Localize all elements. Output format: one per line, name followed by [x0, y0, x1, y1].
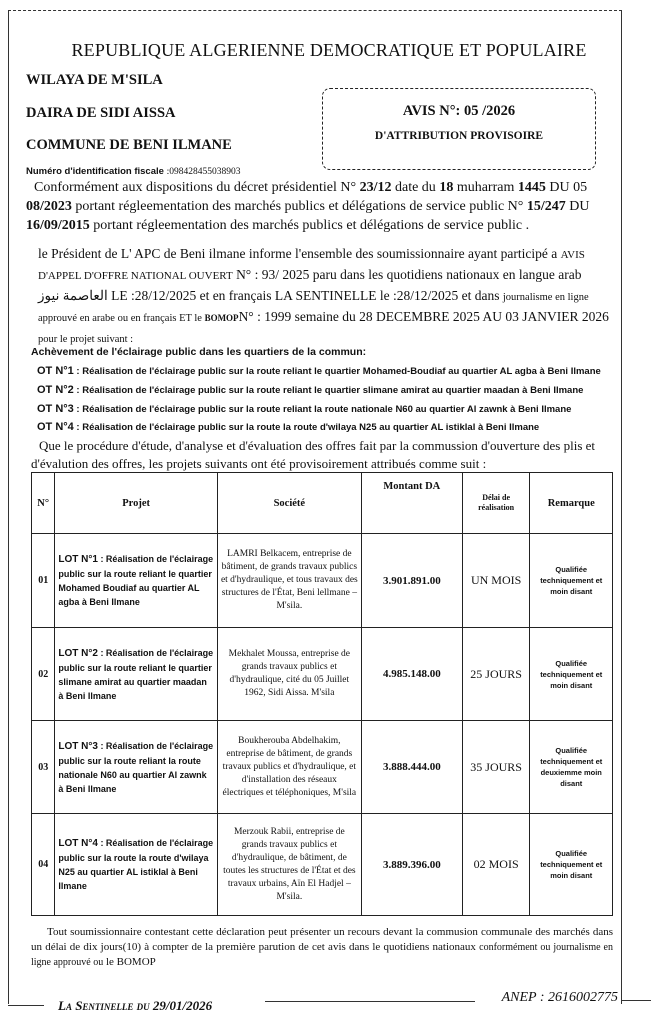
wilaya-label: WILAYA DE M'SILA	[26, 72, 163, 88]
row-societe: Merzouk Rabii, entreprise de grands travaux publics et d'hydraulique, de bâtiment, de toutes les structures de l'État et des travaux urbains, Aïn El Hadjel – M'sila.	[217, 814, 361, 916]
text: 15/247	[526, 199, 566, 214]
lot-line	[37, 384, 583, 396]
attribution-table	[31, 472, 613, 916]
lot-label: LOT N°4	[58, 838, 98, 849]
daira-label: DAIRA DE SIDI AISSA	[26, 105, 176, 121]
row-montant: 3.889.396.00	[361, 814, 462, 916]
tender-type: AVIS D'APPEL D'OFFRE NATIONAL OUVERT	[38, 249, 585, 282]
text: Conformément aux dispositions du décret présidentiel N°	[34, 180, 360, 195]
row-remarque: Qualifiée techniquement et deuxiemme moin disant	[530, 721, 613, 814]
text: DU	[565, 199, 590, 214]
intro-paragraph-1	[26, 178, 614, 235]
text: LE :28/12/2025 et en français LA SENTINELLE le :28/12/2025 et dans	[107, 288, 503, 303]
lot-label: OT N°2	[37, 384, 74, 396]
lot-text: : Réalisation de l'éclairage public sur la route reliant la route nationale N60 au quartier Al zawnk à Beni Ilmane	[73, 404, 572, 415]
decree-number: 23/12	[359, 180, 392, 195]
intro-paragraph-2	[38, 244, 616, 349]
text: pour le projet suivant :	[38, 334, 134, 345]
row-projet	[55, 628, 217, 721]
lot-line	[37, 421, 539, 433]
table-row	[32, 534, 613, 628]
avis-number: AVIS N°: 05 /2026	[402, 103, 516, 119]
projet-text: : Réalisation de l'éclairage public sur la route reliant la route nationale N60 au quartier Al zawnk à Beni Ilmane	[58, 740, 214, 794]
bottom-rule	[621, 1000, 651, 1001]
lot-text: : Réalisation de l'éclairage public sur la route reliant le quartier Mohamed-Boudiaf au quartier AL agba à Beni Ilmane	[73, 366, 601, 377]
text: conformément ou journalisme en ligne approuvé ou	[31, 942, 613, 968]
frame-left-border	[8, 10, 9, 1004]
text: 16/09/2015	[26, 218, 90, 233]
procedure-paragraph: Que le procédure d'étude, d'analyse et d'évaluation des offres fait par la commussion d'ouverture des plis et d'évalution des offres, les projets suivants ont été provisoirement attribués comme suit :	[31, 438, 596, 471]
col-header-delai: Délai de réalisation	[462, 473, 530, 534]
row-delai: 25 JOURS	[462, 628, 530, 721]
text: journalisme en ligne approuvé en arabe ou en français ET le	[38, 292, 589, 324]
row-delai: 02 MOIS	[462, 814, 530, 916]
bottom-rule	[8, 1005, 44, 1006]
text: DU 05	[545, 180, 588, 195]
table-row	[32, 721, 613, 814]
col-header-no: N°	[32, 473, 55, 534]
publication-line: La Sentinelle du 29/01/2026	[58, 998, 213, 1013]
row-remarque: Qualifiée techniquement et moin disant	[530, 628, 613, 721]
commune-label: COMMUNE DE BENI ILMANE	[26, 137, 232, 153]
bomop-label: BOMOP	[204, 313, 239, 323]
row-number: 04	[32, 814, 55, 916]
projet-text: : Réalisation de l'éclairage public sur la route reliant le quartier Mohamed Boudiaf au quartier AL agba à Beni Ilmane	[58, 554, 214, 607]
row-societe: LAMRI Belkacem, entreprise de bâtiment, de grands travaux publics et d'hydraulique, et tous travaux des structures de l'État, Beni lellmane – M'sila.	[217, 534, 361, 628]
row-delai: 35 JOURS	[462, 721, 530, 814]
row-projet	[55, 721, 217, 814]
table-header-row	[32, 473, 613, 534]
lot-text: : Réalisation de l'éclairage public sur la route la route d'wilaya N25 au quartier AL istiklal à Beni Ilmane	[73, 422, 540, 433]
lot-label: OT N°3	[37, 403, 74, 415]
fiscal-id-label: Numéro d'identification fiscale	[26, 166, 164, 177]
text: N° : 93/ 2025 paru dans les quotidiens nationaux en langue arab	[232, 267, 582, 282]
lot-label: LOT N°3	[58, 740, 98, 752]
text: N° : 1999 semaine du 28 DECEMBRE 2025 AU 03 JANVIER 2026	[238, 309, 609, 324]
col-header-montant: Montant DA	[361, 473, 462, 534]
row-remarque: Qualifiée techniquement et moin disant	[530, 814, 613, 916]
text: le BOMOP	[103, 956, 156, 968]
row-number: 03	[32, 721, 55, 814]
lot-label: OT N°4	[37, 421, 74, 433]
row-societe: Boukherouba Abdelhakim, entreprise de bâtiment, de grands travaux publics et d'hydraulique, et d'installation des réseaux électriques et téléphoniques, M'sila	[217, 721, 361, 814]
table-row	[32, 628, 613, 721]
projet-text: : Réalisation de l'éclairage public sur la route la route d'wilaya N25 au quartier AL istiklal à Beni Ilmane	[58, 838, 214, 891]
row-montant: 4.985.148.00	[361, 628, 462, 721]
recours-paragraph	[31, 925, 613, 970]
avis-box	[322, 88, 596, 170]
table-row	[32, 814, 613, 916]
row-societe: Mekhalet Moussa, entreprise de grands travaux publics et d'hydraulique, cité du 05 Juillet 1962, Sidi Aissa. M'sila	[217, 628, 361, 721]
row-delai: UN MOIS	[462, 534, 530, 628]
col-header-societe: Société	[217, 473, 361, 534]
text: portant régleementation des marchés publics et délégations de service public .	[89, 218, 530, 233]
lot-text: : Réalisation de l'éclairage public sur la route reliant le quartier slimane amirat au quartier maadan à Beni Ilmane	[73, 385, 584, 396]
row-projet	[55, 534, 217, 628]
text: 08/2023	[26, 199, 72, 214]
lot-label: OT N°1	[37, 365, 74, 377]
anep-reference: ANEP : 2616002775	[501, 990, 618, 1005]
frame-right-border	[621, 10, 622, 1004]
fiscal-id	[26, 166, 240, 177]
arabic-newspaper: العاصمة نيوز	[38, 288, 108, 303]
lot-line	[37, 365, 601, 377]
text: 18	[439, 180, 454, 195]
col-header-remarque: Remarque	[530, 473, 613, 534]
frame-top-border	[8, 10, 622, 11]
row-montant: 3.901.891.00	[361, 534, 462, 628]
fiscal-id-value: :098428455038903	[166, 167, 241, 177]
row-number: 02	[32, 628, 55, 721]
projet-text: : Réalisation de l'éclairage public sur la route reliant le quartier slimane amirat au quartier maadan à Beni Ilmane	[58, 647, 214, 701]
row-remarque: Qualifiée techniquement et moin disant	[530, 534, 613, 628]
col-header-projet: Projet	[55, 473, 217, 534]
text: muharram	[453, 180, 518, 195]
avis-type: D'ATTRIBUTION PROVISOIRE	[374, 130, 544, 142]
lot-label: LOT N°2	[58, 647, 98, 659]
text: le Président de L' APC de Beni ilmane informe l'ensemble des soumissionnaire ayant participé a	[38, 246, 561, 261]
text: Tout soumissionnaire contestant cette déclaration peut présenter un recours devant la commusion communale des marchés dans un délai de dix jours(10) à compter de la première parution de cet avis dans le quotidiens nationaux	[31, 926, 613, 953]
text: portant régleementation des marchés publics et délégations de service public N°	[71, 199, 527, 214]
row-montant: 3.888.444.00	[361, 721, 462, 814]
lot-label: LOT N°1	[58, 554, 98, 565]
text: 1445	[517, 180, 546, 195]
row-number: 01	[32, 534, 55, 628]
row-projet	[55, 814, 217, 916]
text: date du	[391, 180, 440, 195]
lot-line	[37, 403, 571, 415]
bottom-rule	[265, 1001, 475, 1002]
project-heading: Achèvement de l'éclairage public dans les quartiers de la commun:	[31, 346, 367, 358]
page-title: REPUBLIQUE ALGERIENNE DEMOCRATIQUE ET POPULAIRE	[71, 40, 587, 60]
